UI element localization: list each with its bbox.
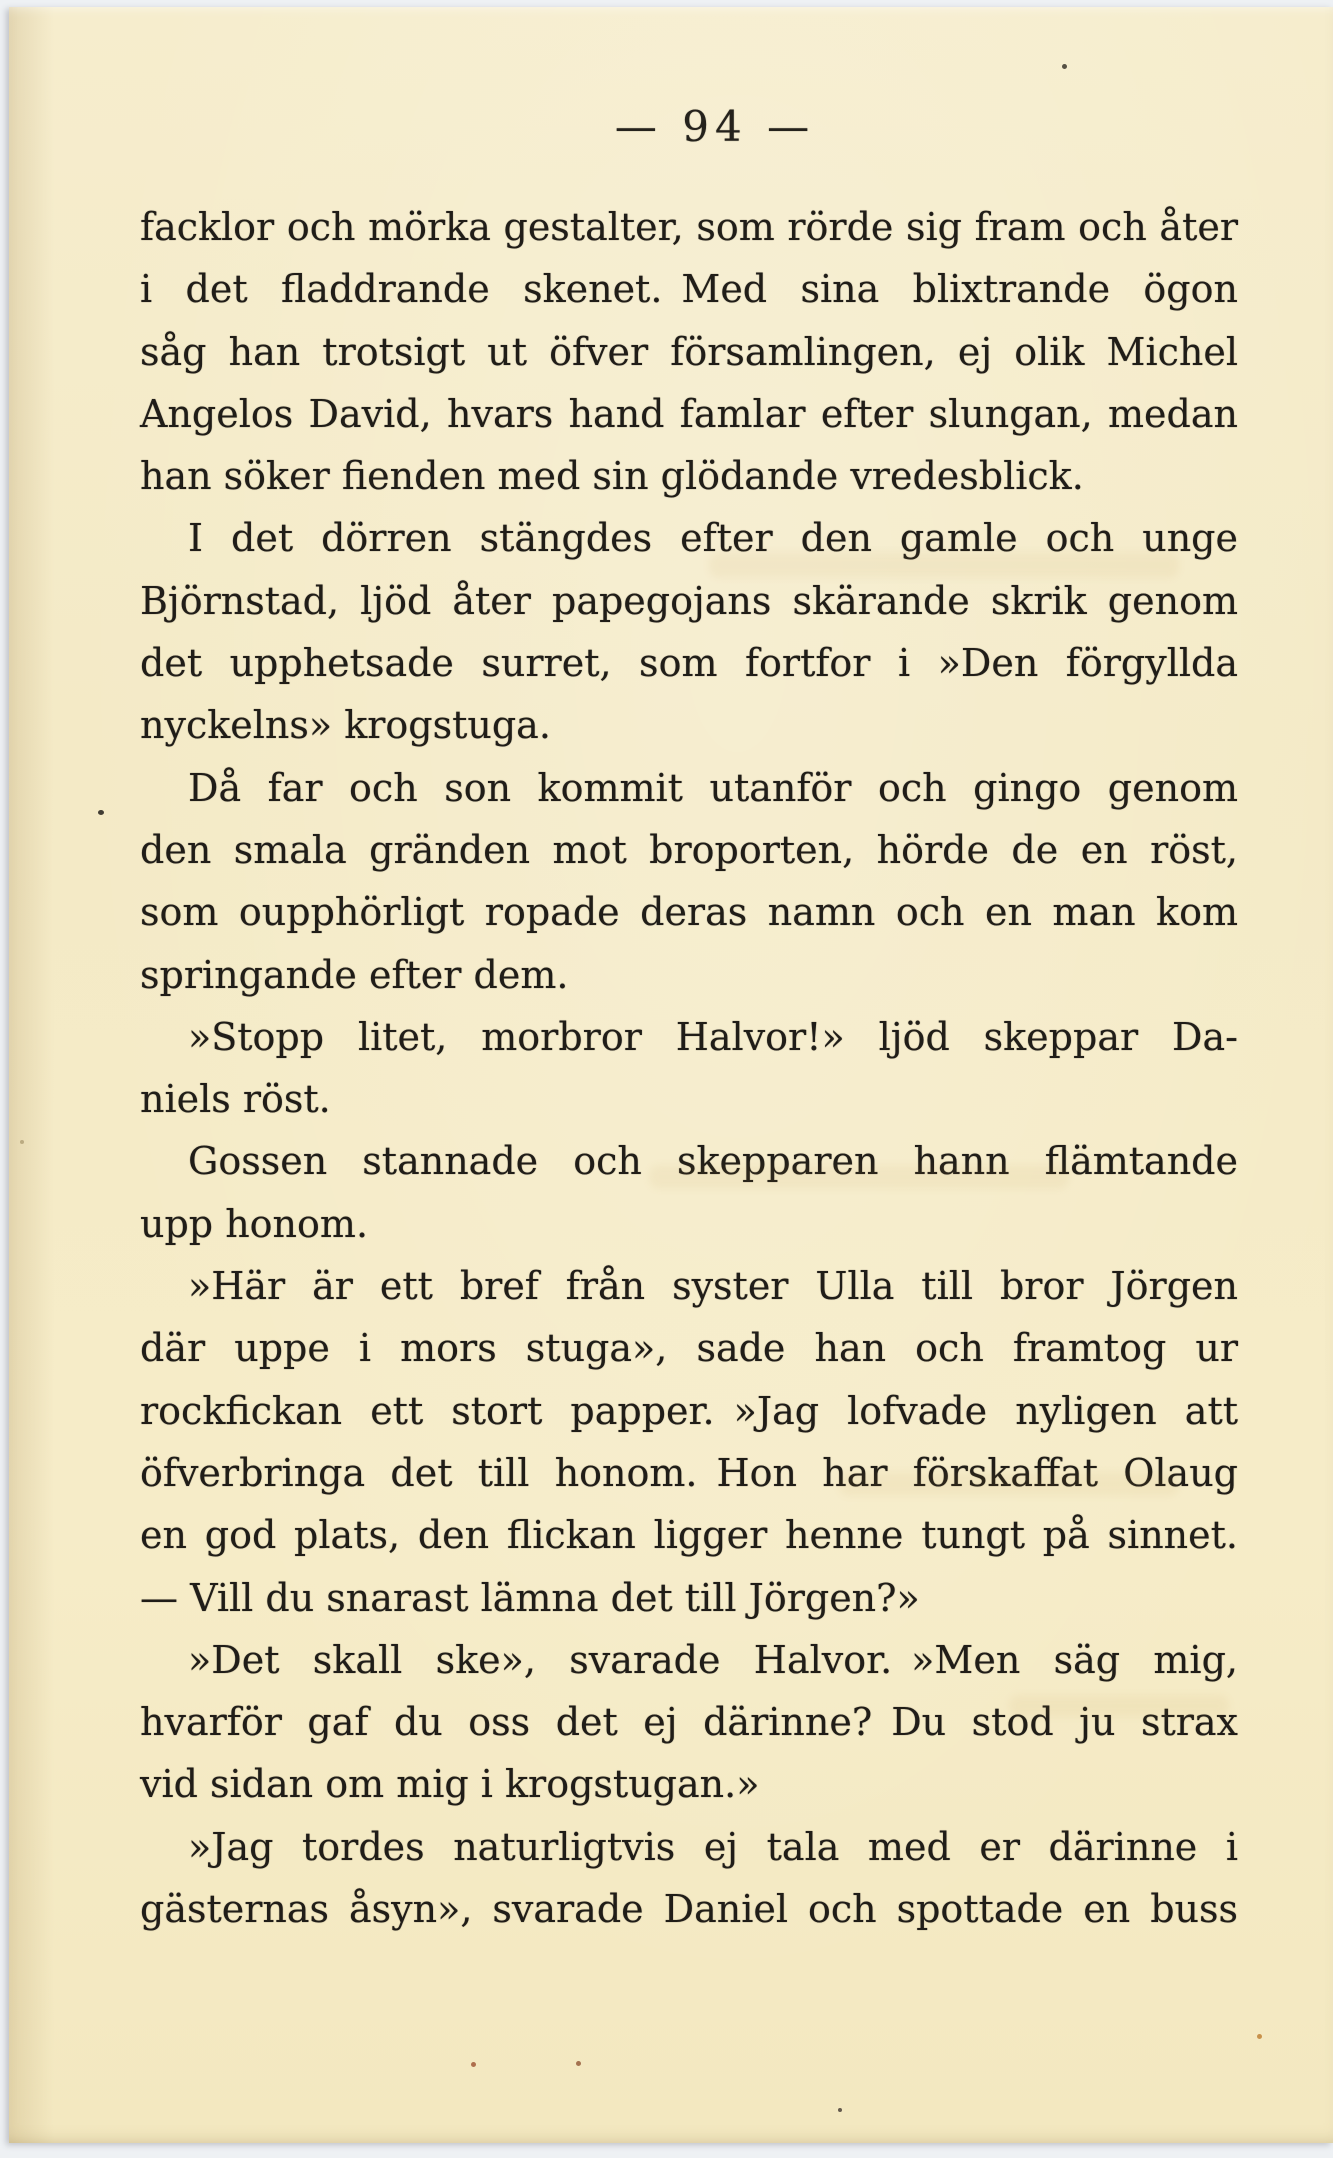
text-line: i det fladdrande skenet. Med sina blixtrande ögon: [140, 267, 1238, 312]
text-line: det upphetsade surret, som fortfor i »Den förgyllda: [140, 641, 1238, 686]
paper-fiber-speck: [20, 1140, 24, 1144]
show-through-smudge: [709, 552, 1179, 578]
text-line: Då far och son kommit utanför och gingo genom: [188, 765, 1238, 810]
ink-speck: [838, 2108, 842, 2112]
show-through-smudge: [839, 1472, 1179, 1496]
ink-speck: [1062, 64, 1067, 69]
text-line: rockfickan ett stort papper. »Jag lofvade nyligen att: [140, 1388, 1238, 1433]
text-line: en god plats, den flickan ligger henne tungt på sinnet.: [140, 1513, 1238, 1558]
text-line: nyckelns» krogstuga.: [140, 703, 551, 748]
text-line: Angelos David, hvars hand famlar efter slungan, medan: [140, 391, 1238, 436]
text-line: niels röst.: [140, 1077, 331, 1122]
ink-speck: [98, 810, 104, 815]
page-number: — 94 —: [614, 102, 816, 151]
show-through-smudge: [649, 1165, 1069, 1189]
show-through-smudge: [1009, 1695, 1229, 1717]
text-line: öfverbringa det till honom. Hon har förskaffat Olaug: [140, 1450, 1238, 1495]
text-line: »Det skall ske», svarade Halvor. »Men säg mig,: [188, 1637, 1238, 1682]
text-line: facklor och mörka gestalter, som rörde sig fram och åter: [140, 205, 1238, 249]
text-line: springande efter dem.: [140, 952, 569, 997]
text-line: Gossen stannade och skepparen hann flämtande: [188, 1139, 1238, 1184]
foxing-speck: [1257, 2034, 1262, 2039]
text-line: Björnstad, ljöd åter papegojans skärande skrik genom: [140, 578, 1238, 623]
text-line: som oupphörligt ropade deras namn och en man kom: [140, 890, 1238, 935]
text-line: »Jag tordes naturligtvis ej tala med er därinne i: [188, 1824, 1238, 1869]
text-line: vid sidan om mig i krogstugan.»: [140, 1762, 760, 1807]
text-line: han söker fienden med sin glödande vredesblick.: [140, 454, 1084, 499]
book-page: [9, 7, 1333, 2143]
text-line: såg han trotsigt ut öfver församlingen, ej olik Michel: [140, 329, 1238, 374]
text-line: hvarför gaf du oss det ej därinne? Du stod ju strax: [140, 1700, 1238, 1745]
text-line: den smala gränden mot broporten, hörde de en röst,: [140, 827, 1238, 872]
text-line: »Stopp litet, morbror Halvor!» ljöd skeppar Da-: [188, 1014, 1238, 1059]
text-line: gästernas åsyn», svarade Daniel och spottade en buss: [140, 1887, 1238, 1932]
text-line: »Här är ett bref från syster Ulla till bror Jörgen: [188, 1264, 1238, 1309]
text-line: upp honom.: [140, 1201, 369, 1246]
text-line: — Vill du snarast lämna det till Jörgen?»: [140, 1575, 920, 1620]
text-block: [140, 196, 1238, 1940]
foxing-speck: [576, 2061, 581, 2066]
text-line: där uppe i mors stuga», sade han och framtog ur: [140, 1326, 1238, 1371]
foxing-speck: [471, 2062, 476, 2067]
text-line: I det dörren stängdes efter den gamle och unge: [188, 516, 1238, 561]
